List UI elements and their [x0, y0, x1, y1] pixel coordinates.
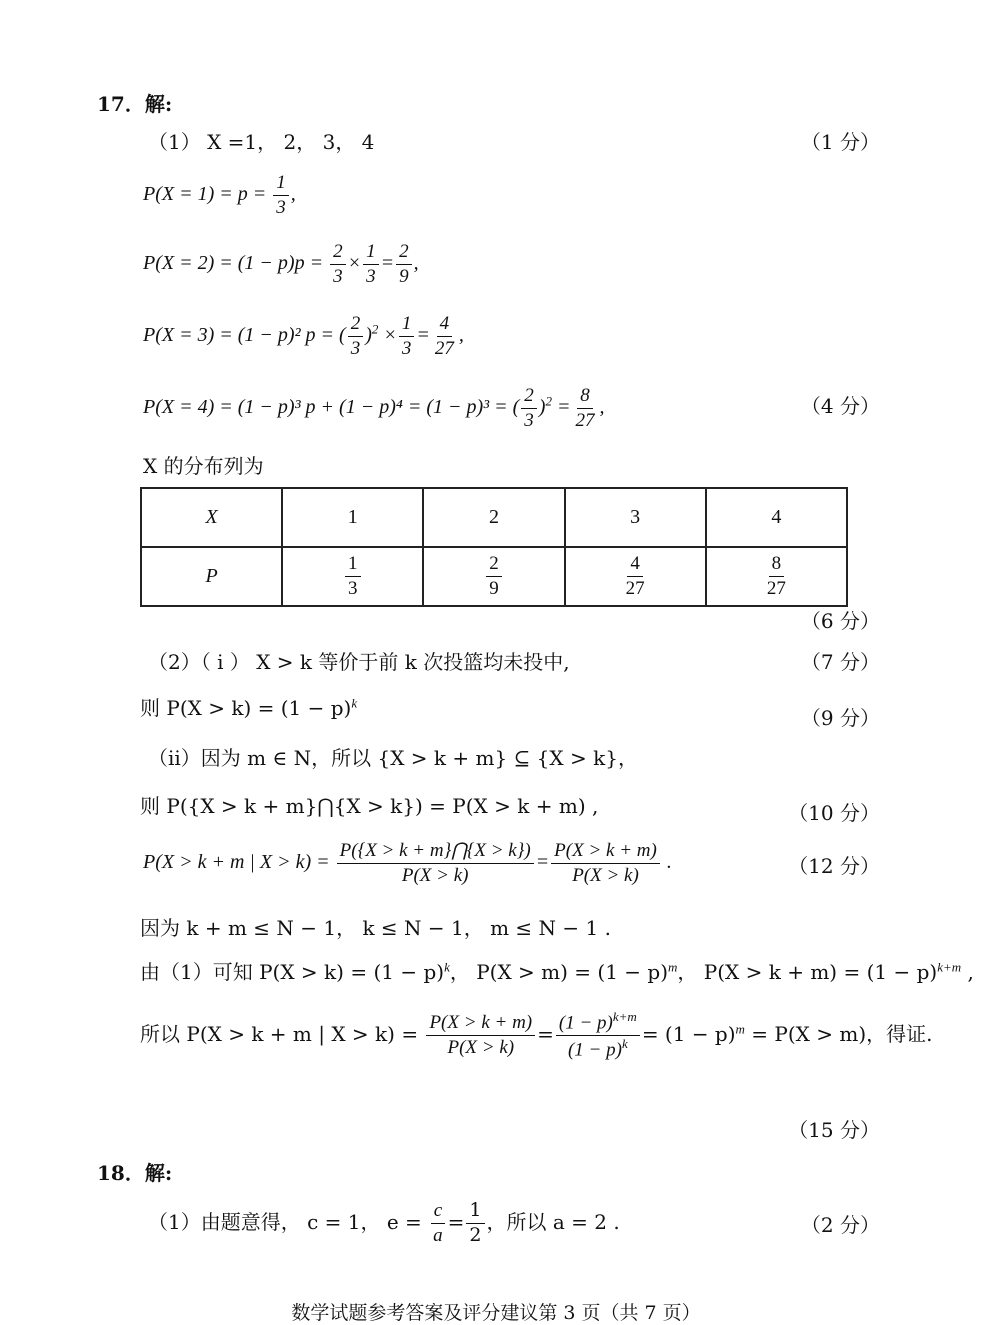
table-cell: 1 [282, 488, 423, 547]
table-cell: $\frac{4}{27}$ [565, 547, 706, 606]
page-footer: 数学试题参考答案及评分建议第 3 页（共 7 页） [291, 1302, 701, 1324]
then2-score: （10 分） [788, 801, 880, 825]
table-cell: P [141, 547, 282, 606]
table-cell: 3 [565, 488, 706, 547]
p4-score: （4 分） [800, 394, 880, 418]
because-line: 因为 k + m ≤ N − 1， k ≤ N − 1， m ≤ N − 1 . [140, 916, 611, 940]
p-x3: P(X = 3) = (1 − p)² p = ( $\frac{2}{3}$ )$^2$ × $\frac{1}{3}$ = $\frac{4}{27}$ , [143, 313, 464, 359]
conditional-probability: P(X > k + m | X > k) = $\frac{P(\{X > k + m\}⋂\{X > k\})}{P(X > k)}$ = $\frac{P(X > k + m)}{P(X > k)}$ . [143, 840, 672, 886]
frac-1-3: $\frac{1}{3}$ [273, 172, 289, 219]
table-cell: $\frac{8}{27}$ [706, 547, 847, 606]
table-cell: $\frac{1}{3}$ [282, 547, 423, 606]
part2i: （2）（ i ） X > k 等价于前 k 次投篮均未投中, [148, 650, 570, 674]
then1-score: （9 分） [800, 706, 880, 730]
distribution-table [140, 487, 848, 607]
q18-part1: （1）由题意得， c = 1， e = $\frac{c}{a}$ = $\frac{1}{2}$ ，所以 a = 2 . [148, 1199, 620, 1246]
final-score: （15 分） [788, 1118, 880, 1142]
so-line: 所以 P(X > k + m | X > k) = $\frac{P(X > k + m)}{P(X > k)}$ = $\frac{(1 - p)^{k+m}}{(1 - p)^k}$ = $(1 - p)^m = P(X > m)$，得证. [140, 1009, 933, 1061]
then1: 则 $P(X > k) = (1 - p)^k$ [140, 695, 358, 720]
part1-score: （1 分） [800, 130, 880, 154]
then2: 则 P({X > k + m}⋂{X > k}) = P(X > k + m) , [140, 794, 599, 818]
from1-line: 由（1）可知 $P(X > k) = (1 - p)^k$， $P(X > m) = (1 - p)^m$， $P(X > k + m) = (1 - p)^{k+m}$ , [140, 959, 974, 984]
table-score: （6 分） [800, 609, 880, 633]
p-x2-text: P(X = 2) = (1 − p)p = [143, 251, 324, 274]
table-row [141, 547, 847, 606]
part2i-score: （7 分） [800, 650, 880, 674]
table-cell: 2 [423, 488, 564, 547]
p-x2: P(X = 2) = (1 − p)p = $\frac{2}{3}$ × $\frac{1}{3}$ = $\frac{2}{9}$ , [143, 241, 419, 287]
p-x1: P(X = 1) = p = $\frac{1}{3}$ , [143, 172, 296, 218]
dist-caption: X 的分布列为 [143, 454, 264, 478]
p-x4: P(X = 4) = (1 − p)³ p + (1 − p)⁴ = (1 − p)³ = ( $\frac{2}{3}$ )$^2$ = $\frac{8}{27}$ , [143, 385, 605, 431]
part1-values: （1） X =1， 2， 3， 4 [148, 130, 375, 154]
p-x4-text: P(X = 4) = (1 − p)³ p + (1 − p)⁴ = (1 − p)³ = ( [143, 395, 520, 418]
cond-score: （12 分） [788, 854, 880, 878]
question-17-title: 17．解: [97, 92, 173, 116]
question-18-title: 18．解: [97, 1161, 173, 1185]
table-cell: X [141, 488, 282, 547]
p-x1-text: P(X = 1) = p = [143, 182, 267, 205]
part2ii: （ii）因为 m ∈ N，所以 {X > k + m} ⊆ {X > k}， [148, 746, 638, 770]
q18-part1-score: （2 分） [800, 1213, 880, 1237]
table-cell: $\frac{2}{9}$ [423, 547, 564, 606]
table-row [141, 488, 847, 547]
table-cell: 4 [706, 488, 847, 547]
p-x3-text: P(X = 3) = (1 − p)² p = ( [143, 323, 346, 346]
